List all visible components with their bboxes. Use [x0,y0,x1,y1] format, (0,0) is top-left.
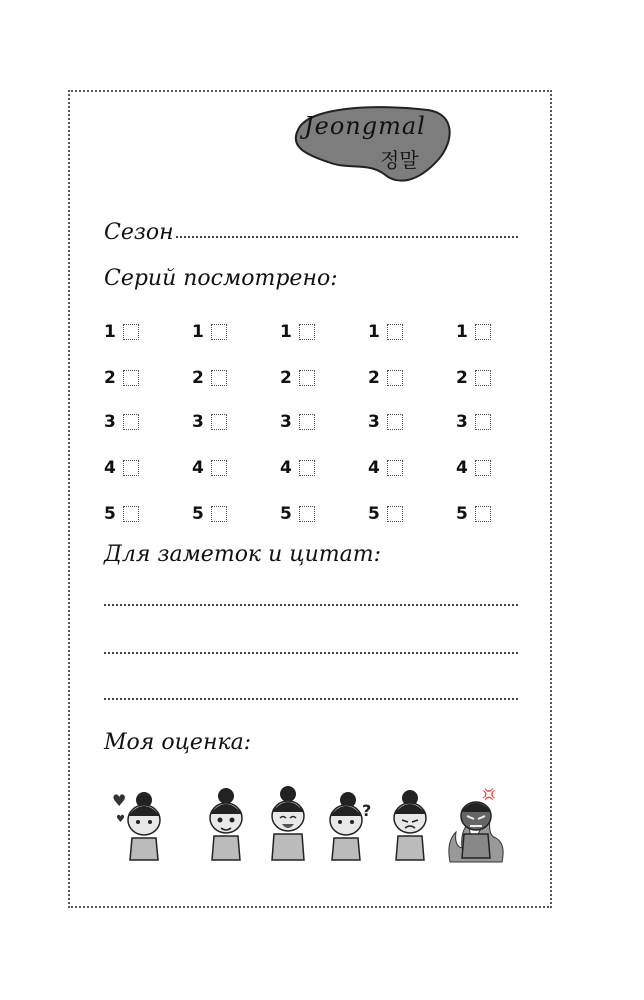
episode-checkbox[interactable] [104,410,154,434]
episode-checkbox[interactable] [368,320,418,344]
notes-line[interactable] [104,698,518,700]
episode-checkbox[interactable] [104,502,154,526]
episode-number: 3 [192,412,204,432]
episode-number: 4 [456,458,468,478]
episode-checkbox[interactable] [280,456,330,480]
episode-number: 2 [456,368,468,388]
checkbox-square[interactable] [387,324,403,340]
checkbox-square[interactable] [211,506,227,522]
episode-number: 3 [456,412,468,432]
episode-checkbox[interactable] [368,366,418,390]
episode-checkbox[interactable] [368,502,418,526]
season-input-line[interactable] [176,236,518,238]
episode-number: 2 [368,368,380,388]
checkbox-square[interactable] [299,414,315,430]
episode-number: 5 [192,504,204,524]
checkbox-square[interactable] [475,506,491,522]
episode-checkbox[interactable] [192,410,242,434]
checkbox-square[interactable] [211,324,227,340]
episode-number: 2 [192,368,204,388]
checkbox-square[interactable] [387,414,403,430]
episode-number: 5 [456,504,468,524]
episode-number: 3 [104,412,116,432]
episode-number: 1 [280,322,292,342]
episode-number: 1 [192,322,204,342]
logo-korean-text: 정말 [380,148,419,172]
episode-number: 2 [280,368,292,388]
episode-checkbox[interactable] [368,410,418,434]
episode-checkbox[interactable] [280,366,330,390]
episode-checkbox[interactable] [456,410,506,434]
checkbox-square[interactable] [299,506,315,522]
svg-text:💢: 💢 [482,788,496,801]
notes-label: Для заметок и цитат: [104,542,381,567]
episode-number: 1 [368,322,380,342]
episode-checkbox[interactable] [192,502,242,526]
checkbox-square[interactable] [387,506,403,522]
checkbox-square[interactable] [475,460,491,476]
episode-checkbox[interactable] [280,410,330,434]
svg-text:♥: ♥ [112,791,127,810]
logo-text: Jeongmal [304,112,426,140]
episodes-label: Серий посмотрено: [104,266,338,291]
episode-checkbox[interactable] [192,320,242,344]
episode-number: 5 [368,504,380,524]
episode-checkbox[interactable] [456,456,506,480]
angry-face-icon[interactable] [446,786,508,866]
episode-number: 5 [104,504,116,524]
checkbox-square[interactable] [299,460,315,476]
episode-number: 1 [104,322,116,342]
notes-line[interactable] [104,652,518,654]
checkbox-square[interactable] [211,460,227,476]
episode-number: 4 [280,458,292,478]
checkbox-square[interactable] [475,324,491,340]
confused-face-icon[interactable] [318,786,380,866]
episode-number: 4 [368,458,380,478]
episode-checkbox[interactable] [456,502,506,526]
checkbox-square[interactable] [299,324,315,340]
checkbox-square[interactable] [387,370,403,386]
love-face-icon[interactable] [110,786,172,866]
episode-number: 4 [104,458,116,478]
checkbox-square[interactable] [211,414,227,430]
episode-checkbox[interactable] [192,366,242,390]
episode-checkbox[interactable] [104,456,154,480]
checkbox-square[interactable] [387,460,403,476]
episode-number: 3 [280,412,292,432]
episode-number: 2 [104,368,116,388]
svg-text:♥: ♥ [116,814,125,825]
rating-label: Моя оценка: [104,730,252,755]
checkbox-square[interactable] [123,460,139,476]
episode-number: 1 [456,322,468,342]
episode-checkbox[interactable] [104,366,154,390]
episode-checkbox[interactable] [192,456,242,480]
episode-checkbox[interactable] [104,320,154,344]
episode-checkbox[interactable] [456,366,506,390]
checkbox-square[interactable] [299,370,315,386]
episode-number: 3 [368,412,380,432]
checkbox-square[interactable] [123,506,139,522]
checkbox-square[interactable] [123,324,139,340]
checkbox-square[interactable] [123,414,139,430]
checkbox-square[interactable] [123,370,139,386]
episode-number: 5 [280,504,292,524]
smile-face-icon[interactable] [194,786,256,866]
episode-number: 4 [192,458,204,478]
episode-checkbox[interactable] [280,320,330,344]
episode-checkbox[interactable] [456,320,506,344]
episode-checkbox[interactable] [368,456,418,480]
laugh-face-icon[interactable] [256,786,318,866]
season-label: Сезон [104,220,174,245]
checkbox-square[interactable] [475,370,491,386]
checkbox-square[interactable] [475,414,491,430]
svg-text:?: ? [362,801,372,820]
notes-line[interactable] [104,604,518,606]
checkbox-square[interactable] [211,370,227,386]
cry-face-icon[interactable] [380,786,442,866]
episode-checkbox[interactable] [280,502,330,526]
